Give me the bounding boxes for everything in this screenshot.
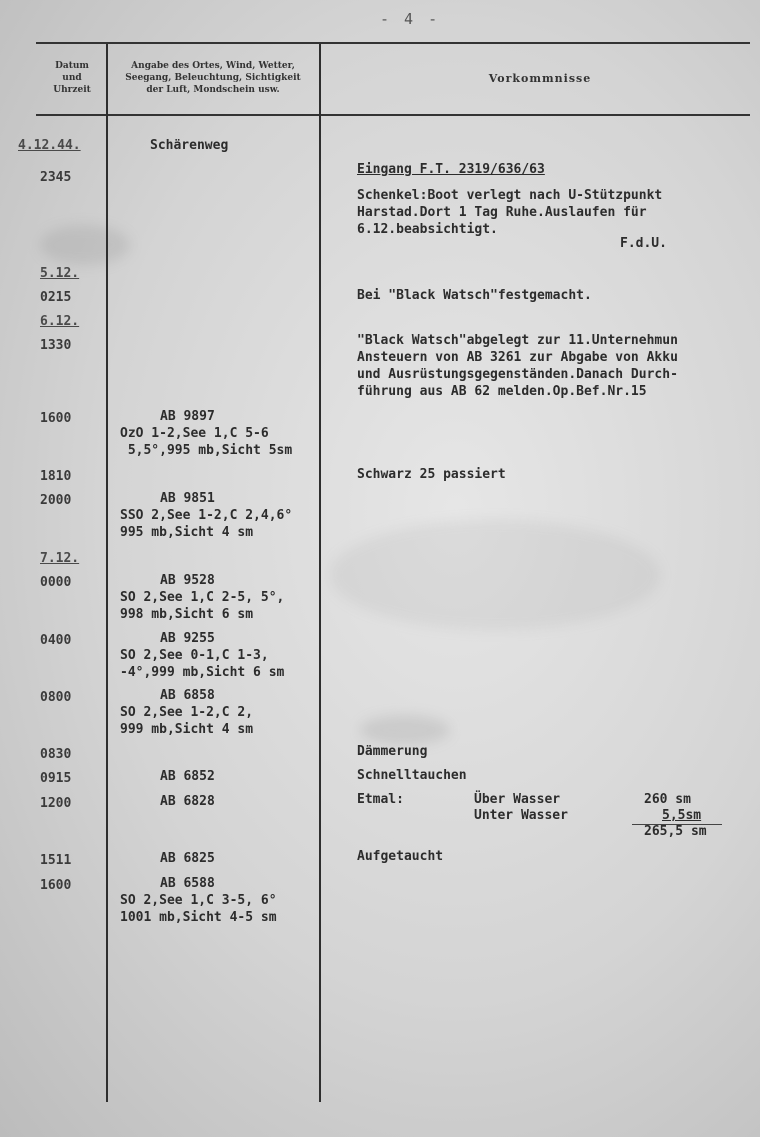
etmal-surface-value: 260 sm [644,792,691,807]
entry-signature: F.d.U. [620,236,667,251]
entry-location: SSO 2,See 1-2,C 2,4,6° [120,508,293,523]
entry-location: 998 mb,Sicht 6 sm [120,607,254,622]
entry-location: AB 9851 [160,491,215,506]
entry-date: 4.12.44. [18,138,81,153]
entry-time: 1200 [40,796,72,811]
entry-location: SO 2,See 1,C 3-5, 6° [120,893,277,908]
column-divider-2 [319,44,321,1102]
entry-time: 0830 [40,747,72,762]
entry-time: 1511 [40,853,72,868]
etmal-label: Etmal: [357,792,404,807]
header-location-weather: Angabe des Ortes, Wind, Wetter, Seegang, Beleuchtung, Sichtigkeit der Luft, Mondschein usw. [125,61,301,95]
entry-location: AB 9528 [160,573,215,588]
entry-event: und Ausrüstungsgegenständen.Danach Durch- [357,367,678,382]
entry-event: Ansteuern von AB 3261 zur Abgabe von Akku [357,350,678,365]
etmal-submerged-label: Unter Wasser [474,808,568,823]
entry-time: 0800 [40,690,72,705]
entry-event: Bei "Black Watsch"festgemacht. [357,288,592,303]
paper-stain [330,520,660,630]
entry-event: Harstad.Dort 1 Tag Ruhe.Auslaufen für [357,205,647,220]
entry-location: 1001 mb,Sicht 4-5 sm [120,910,277,925]
entry-location: SO 2,See 1,C 2-5, 5°, [120,590,285,605]
entry-location: SO 2,See 1-2,C 2, [120,705,254,720]
entry-location: AB 6828 [160,794,215,809]
entry-time: 2345 [40,170,72,185]
entry-location: 5,5°,995 mb,Sicht 5sm [120,443,293,458]
entry-location: AB 9897 [160,409,215,424]
entry-time: 0915 [40,771,72,786]
entry-location: Schärenweg [150,138,229,153]
etmal-surface-label: Über Wasser [474,792,561,807]
entry-time: 1330 [40,338,72,353]
entry-event: Schenkel:Boot verlegt nach U-Stützpunkt [357,188,663,203]
entry-event: Eingang F.T. 2319/636/63 [357,162,545,177]
entry-event: Dämmerung [357,744,428,759]
entry-date: 7.12. [40,551,80,566]
entry-location: 995 mb,Sicht 4 sm [120,525,254,540]
entry-event: "Black Watsch"abgelegt zur 11.Unternehmun [357,333,678,348]
column-divider-1 [106,44,108,1102]
entry-location: AB 6858 [160,688,215,703]
entry-location: AB 6825 [160,851,215,866]
entry-date: 6.12. [40,314,80,329]
entry-location: 999 mb,Sicht 4 sm [120,722,254,737]
entry-time: 0215 [40,290,72,305]
etmal-submerged-value: 5,5sm [662,808,702,823]
entry-time: 2000 [40,493,72,508]
header-bottom-rule [36,114,750,116]
entry-time: 1600 [40,878,72,893]
entry-time: 1810 [40,469,72,484]
ink-smudge [40,225,130,265]
ink-smudge [360,715,450,745]
entry-location: AB 6852 [160,769,215,784]
entry-event: Aufgetaucht [357,849,444,864]
entry-event: 6.12.beabsichtigt. [357,222,498,237]
entry-location: -4°,999 mb,Sicht 6 sm [120,665,285,680]
entry-location: AB 9255 [160,631,215,646]
entry-event: führung aus AB 62 melden.Op.Bef.Nr.15 [357,384,647,399]
entry-event: Schwarz 25 passiert [357,467,506,482]
page-number: - 4 - [380,10,441,28]
etmal-total: 265,5 sm [644,824,707,839]
entry-time: 0000 [40,575,72,590]
entry-time: 1600 [40,411,72,426]
header-events: Vorkommnisse [488,72,592,85]
entry-date: 5.12. [40,266,80,281]
entry-time: 0400 [40,633,72,648]
header-date-time: Datum und Uhrzeit [53,61,91,95]
header-top-rule [36,42,750,44]
entry-location: AB 6588 [160,876,215,891]
entry-location: SO 2,See 0-1,C 1-3, [120,648,269,663]
entry-location: OzO 1-2,See 1,C 5-6 [120,426,269,441]
entry-event: Schnelltauchen [357,768,467,783]
